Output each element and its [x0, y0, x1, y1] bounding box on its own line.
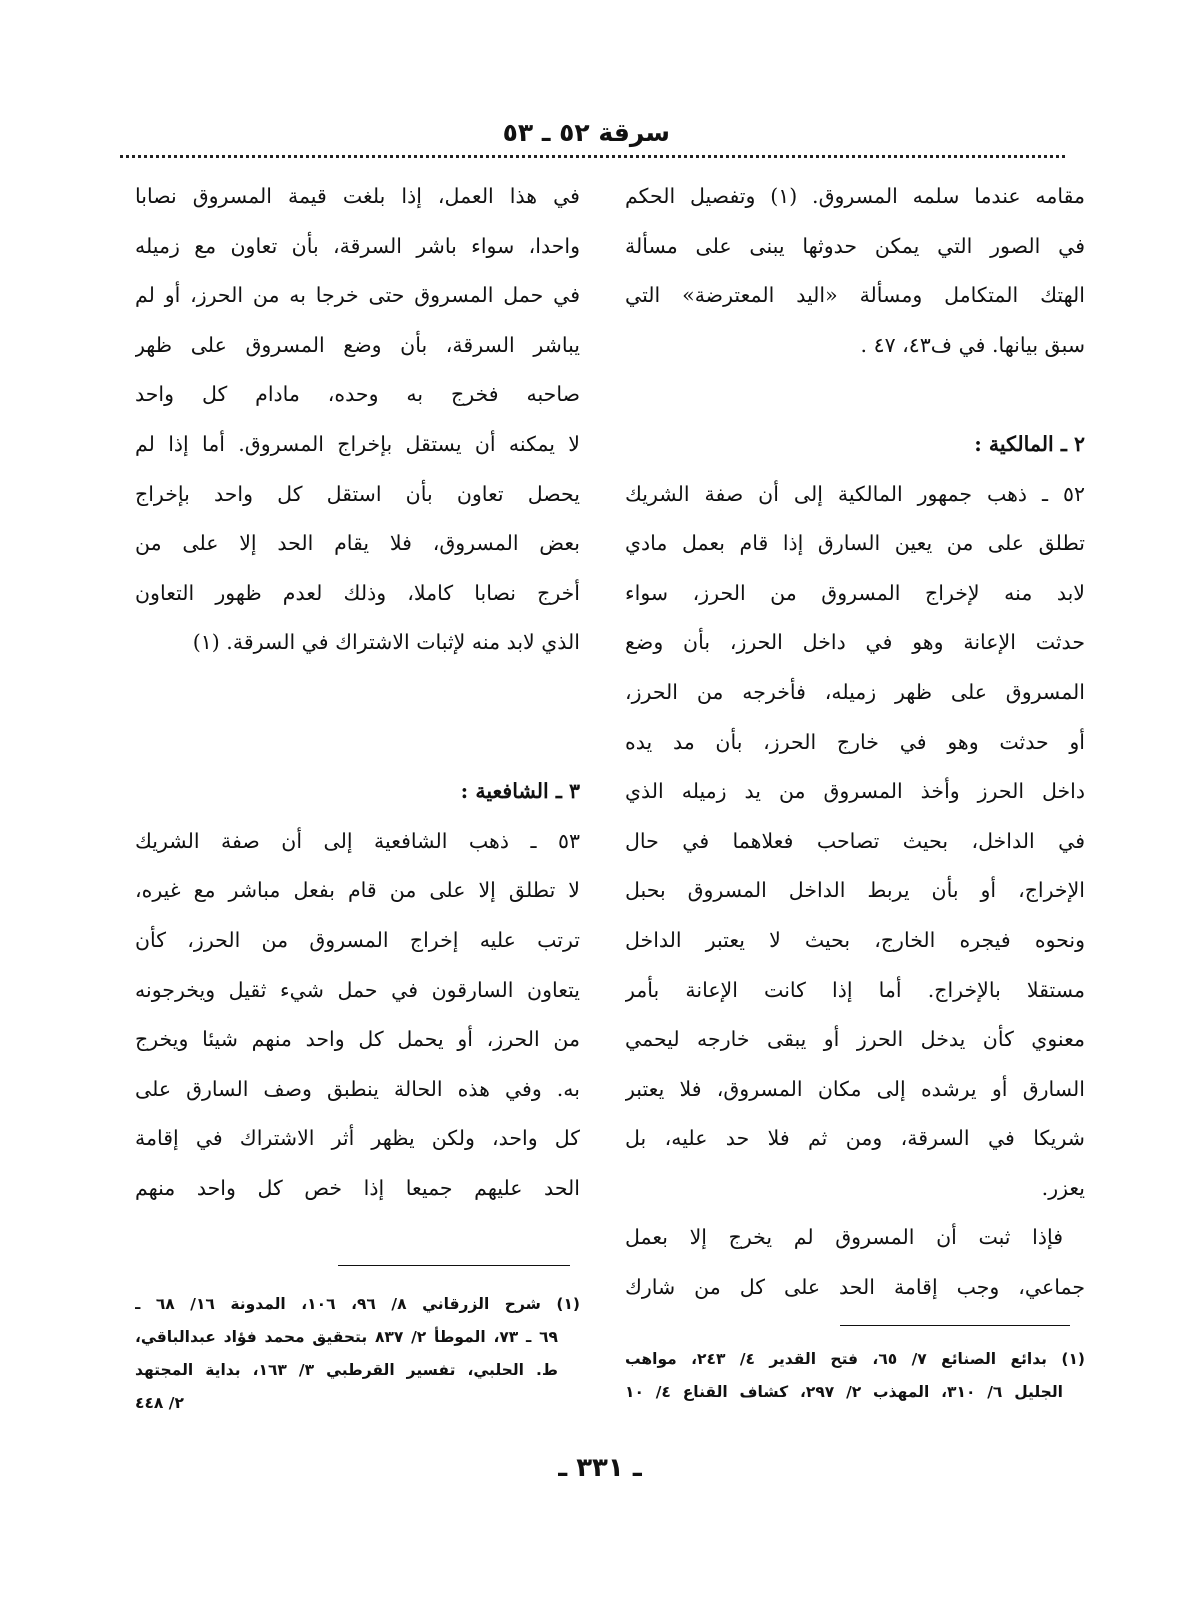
right-column [625, 172, 1085, 1313]
text-line: حدثت الإعانة وهو في داخل الحرز، بأن وضع [625, 630, 1085, 655]
footnote-line: ٦٩ ـ ٧٣، الموطأ ٢/ ٨٣٧ بتحقيق محمد فؤاد عبدالباقي، [135, 1328, 559, 1346]
text-line: بعض المسروق، فلا يقام الحد إلا على من [135, 531, 580, 556]
text-line: أو حدثت وهو في خارج الحرز، بأن مد يده [625, 729, 1085, 754]
text-line: الهتك المتكامل ومسألة «اليد المعترضة» التي [625, 283, 1085, 308]
text-line: لا يمكنه أن يستقل بإخراج المسروق. أما إذا لم [135, 431, 580, 456]
text-line: به. وفي هذه الحالة ينطبق وصف السارق على [135, 1076, 580, 1101]
footnotes-right [625, 1343, 1085, 1409]
text-line: لا تطلق إلا على من قام بفعل مباشر مع غيره، [135, 878, 580, 903]
text-line: يحصل تعاون بأن استقل كل واحد بإخراج [135, 481, 580, 506]
footnote-divider-left [338, 1265, 570, 1266]
text-line: معنوي كأن يدخل الحرز أو يبقى خارجه ليحمي [625, 1027, 1085, 1052]
text-line: كل واحد، ولكن يظهر أثر الاشتراك في إقامة [135, 1126, 580, 1151]
text-line: واحدا، سواء باشر السرقة، بأن تعاون مع زميله [135, 233, 580, 258]
text-line: جماعي، وجب إقامة الحد على كل من شارك [625, 1275, 1085, 1300]
text-line: مقامه عندما سلمه المسروق. (١) وتفصيل الحكم [625, 184, 1085, 208]
text-line: من الحرز، أو يحمل كل واحد منهم شيئا ويخرج [135, 1027, 580, 1052]
header-divider [120, 155, 1065, 158]
text-line: الذي لابد منه لإثبات الاشتراك في السرقة. (١) [192, 630, 580, 655]
text-line: لابد منه لإخراج المسروق من الحرز، سواء [625, 580, 1085, 605]
text-line: تطلق على من يعين السارق إذا قام بعمل مادي [625, 531, 1085, 556]
footnote-line: ٢/ ٤٤٨ [135, 1394, 184, 1412]
text-line: ٥٢ ـ ذهب جمهور المالكية إلى أن صفة الشريك [625, 481, 1085, 506]
footnotes-left [135, 1288, 580, 1420]
text-line: يتعاون السارقون في حمل شيء ثقيل ويخرجونه [135, 977, 580, 1002]
left-column [135, 172, 580, 1213]
text-line: في هذا العمل، إذا بلغت قيمة المسروق نصابا [135, 184, 580, 208]
section-heading-shafiiyya: ٣ ـ الشافعية : [460, 779, 580, 804]
page-number: ـ ٣٣١ ـ [558, 1453, 642, 1483]
text-line: الحد عليهم جميعا إذا خص كل واحد منهم [135, 1175, 580, 1200]
text-line: شريكا في السرقة، ومن ثم فلا حد عليه، بل [625, 1126, 1085, 1151]
text-line: في الصور التي يمكن حدوثها يبنى على مسألة [625, 233, 1085, 258]
blank-line [135, 668, 580, 718]
text-line: في الداخل، بحيث تصاحب فعلاهما في حال [625, 828, 1085, 853]
footnote-line: (١) شرح الزرقاني ٨/ ٩٦، ١٠٦، المدونة ١٦/ ٦٨ ـ [135, 1295, 580, 1313]
page-header-title: سرقة ٥٢ ـ ٥٣ [502, 118, 670, 147]
text-line: فإذا ثبت أن المسروق لم يخرج إلا بعمل [625, 1225, 1063, 1250]
footnote-line: ط. الحلبي، تفسير القرطبي ٣/ ١٦٣، بداية المجتهد [135, 1361, 558, 1379]
text-line: ٥٣ ـ ذهب الشافعية إلى أن صفة الشريك [135, 828, 580, 853]
text-line: السارق أو يرشده إلى مكان المسروق، فلا يعتبر [625, 1076, 1085, 1101]
footnote-divider-right [840, 1325, 1070, 1326]
text-line: أخرج نصابا كاملا، وذلك لعدم ظهور التعاون [135, 580, 580, 605]
text-line: مستقلا بالإخراج. أما إذا كانت الإعانة بأمر [625, 977, 1085, 1002]
text-line: سبق بيانها. في ف٤٣، ٤٧ . [860, 332, 1085, 357]
text-line: الإخراج، أو بأن يربط الداخل المسروق بحبل [625, 878, 1085, 903]
text-line: المسروق على ظهر زميله، فأخرجه من الحرز، [625, 679, 1085, 704]
text-line: في حمل المسروق حتى خرجا به من الحرز، أو لم [135, 283, 580, 308]
footnote-line: الجليل ٦/ ٣١٠، المهذب ٢/ ٢٩٧، كشاف القناع ٤/ ١٠ [625, 1383, 1063, 1401]
text-line: صاحبه فخرج به وحده، مادام كل واحد [135, 382, 580, 407]
text-line: ونحوه فيجره الخارج، بحيث لا يعتبر الداخل [625, 927, 1085, 952]
footnote-line: (١) بدائع الصنائع ٧/ ٦٥، فتح القدير ٤/ ٢٤٣، مواهب [625, 1350, 1085, 1368]
text-line: يعزر. [1041, 1175, 1085, 1200]
text-line: ترتب عليه إخراج المسروق من الحرز، كأن [135, 927, 580, 952]
blank-line [135, 718, 580, 768]
blank-line [625, 370, 1085, 420]
text-line: يباشر السرقة، بأن وضع المسروق على ظهر [135, 332, 580, 357]
section-heading-malikiyya: ٢ ـ المالكية : [974, 431, 1085, 456]
text-line: داخل الحرز وأخذ المسروق من يد زميله الذي [625, 779, 1085, 804]
